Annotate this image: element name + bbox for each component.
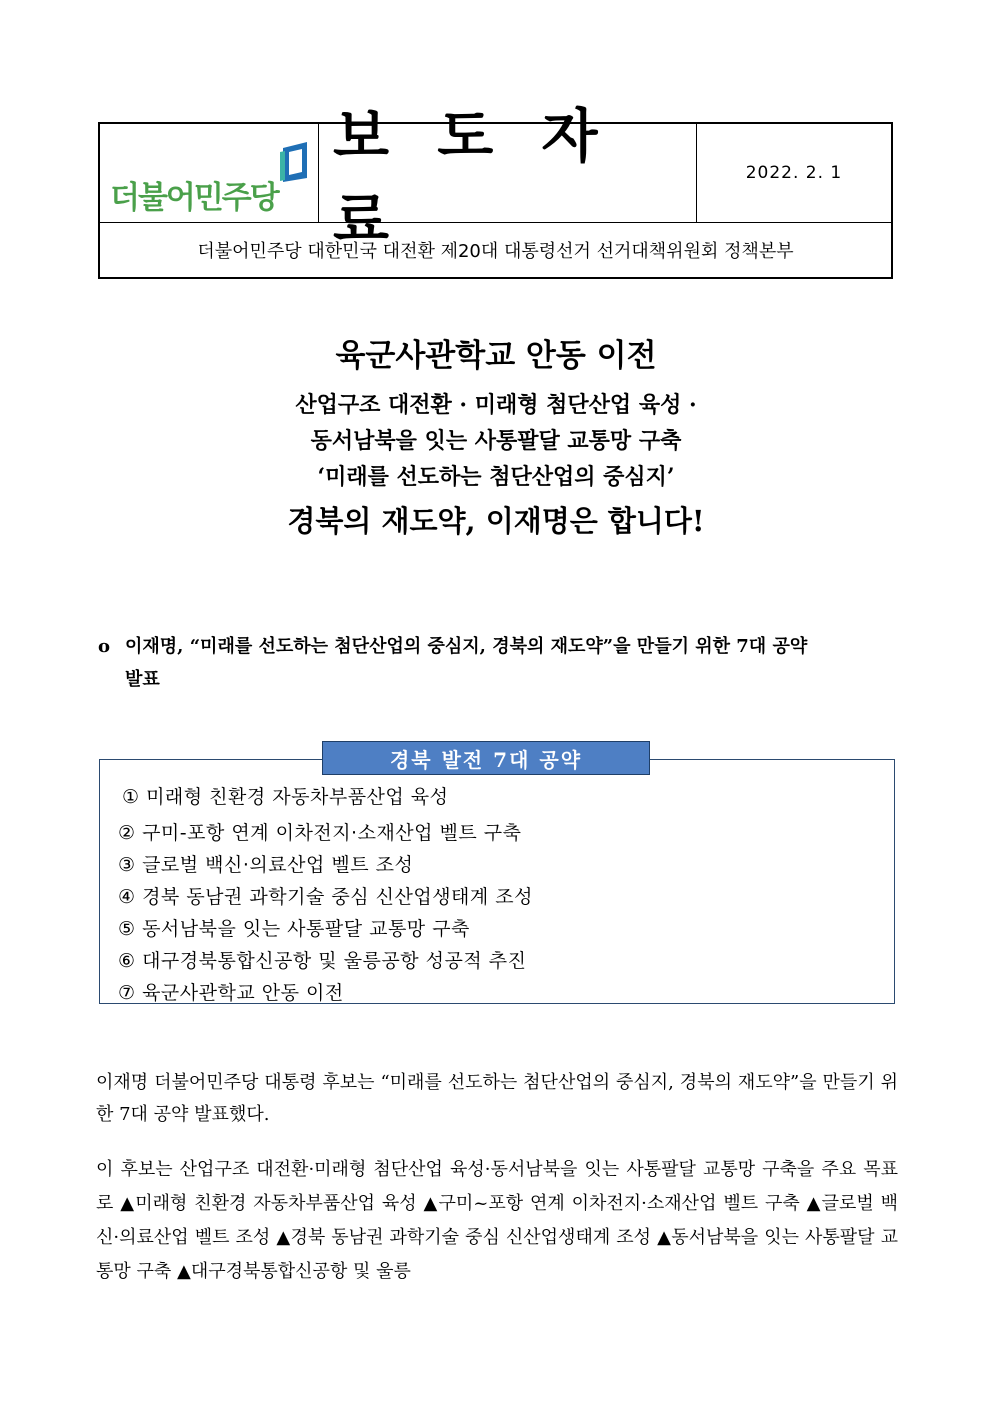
pledge-list-label: 경북 발전 7대 공약 [322,741,650,775]
press-release-header [98,102,893,279]
bullet-text-line2: 발표 [125,669,160,690]
bullet-text-line1: 이재명, “미래를 선도하는 첨단산업의 중심지, 경북의 재도약”을 만들기 위한 7대 공약 [125,636,808,657]
issuing-organization: 더불어민주당 대한민국 대전환 제20대 대통령선거 선거대책위원회 정책본부 [100,222,891,277]
pledge-item: ⑥ 대구경북통합신공항 및 울릉공항 성공적 추진 [118,950,527,972]
release-date: 2022. 2. 1 [745,163,843,183]
party-logo-cell [100,124,319,222]
page-title: 보 도 자 료 [333,102,612,254]
headline-sub-1: 산업구조 대전환 · 미래형 첨단산업 육성 · [295,392,697,418]
pledge-item: ③ 글로벌 백신·의료산업 벨트 조성 [118,854,414,876]
party-logo-text: 더불어민주당 [110,180,278,216]
headline-main: 육군사관학교 안동 이전 [335,338,657,374]
summary-bullet [98,630,898,696]
pledge-item: ⑤ 동서남북을 잇는 사통팔달 교통망 구축 [118,918,470,940]
headline-slogan: 경북의 재도약, 이재명은 합니다! [287,504,705,538]
headline-sub-2: 동서남북을 잇는 사통팔달 교통망 구축 [310,428,682,454]
title-cell [319,102,697,254]
pledge-item: ② 구미-포항 연계 이차전지·소재산업 벨트 구축 [118,822,522,844]
body-paragraph-2: 이 후보는 산업구조 대전환·미래형 첨단산업 육성·동서남북을 잇는 사통팔달 교통망 구축을 주요 목표로 ▲미래형 친환경 자동차부품산업 육성 ▲구미~포항 연계 이차전지·소재산업 벨트 구축 ▲글로벌 백신·의료산업 벨트 조성 ▲경북 동남권 과학기술 중심 신산업생태계 조성 ▲동서남북을 잇는 사통팔달 교통망 구축 ▲대구경북통합신공항 및 울릉 [96,1159,898,1282]
headline-sub-3: ‘미래를 선도하는 첨단산업의 중심지’ [317,464,675,490]
party-logo-mark-icon [277,140,313,184]
pledge-item: ① 미래형 친환경 자동차부품산업 육성 [122,786,449,808]
body-paragraph-1: 이재명 더불어민주당 대통령 후보는 “미래를 선도하는 첨단산업의 중심지, 경북의 재도약”을 만들기 위한 7대 공약 발표했다. [96,1072,898,1125]
bullet-mark: o [98,636,111,657]
pledge-item: ④ 경북 동남권 과학기술 중심 신산업생태계 조성 [118,886,533,908]
pledge-item: ⑦ 육군사관학교 안동 이전 [118,982,344,1004]
